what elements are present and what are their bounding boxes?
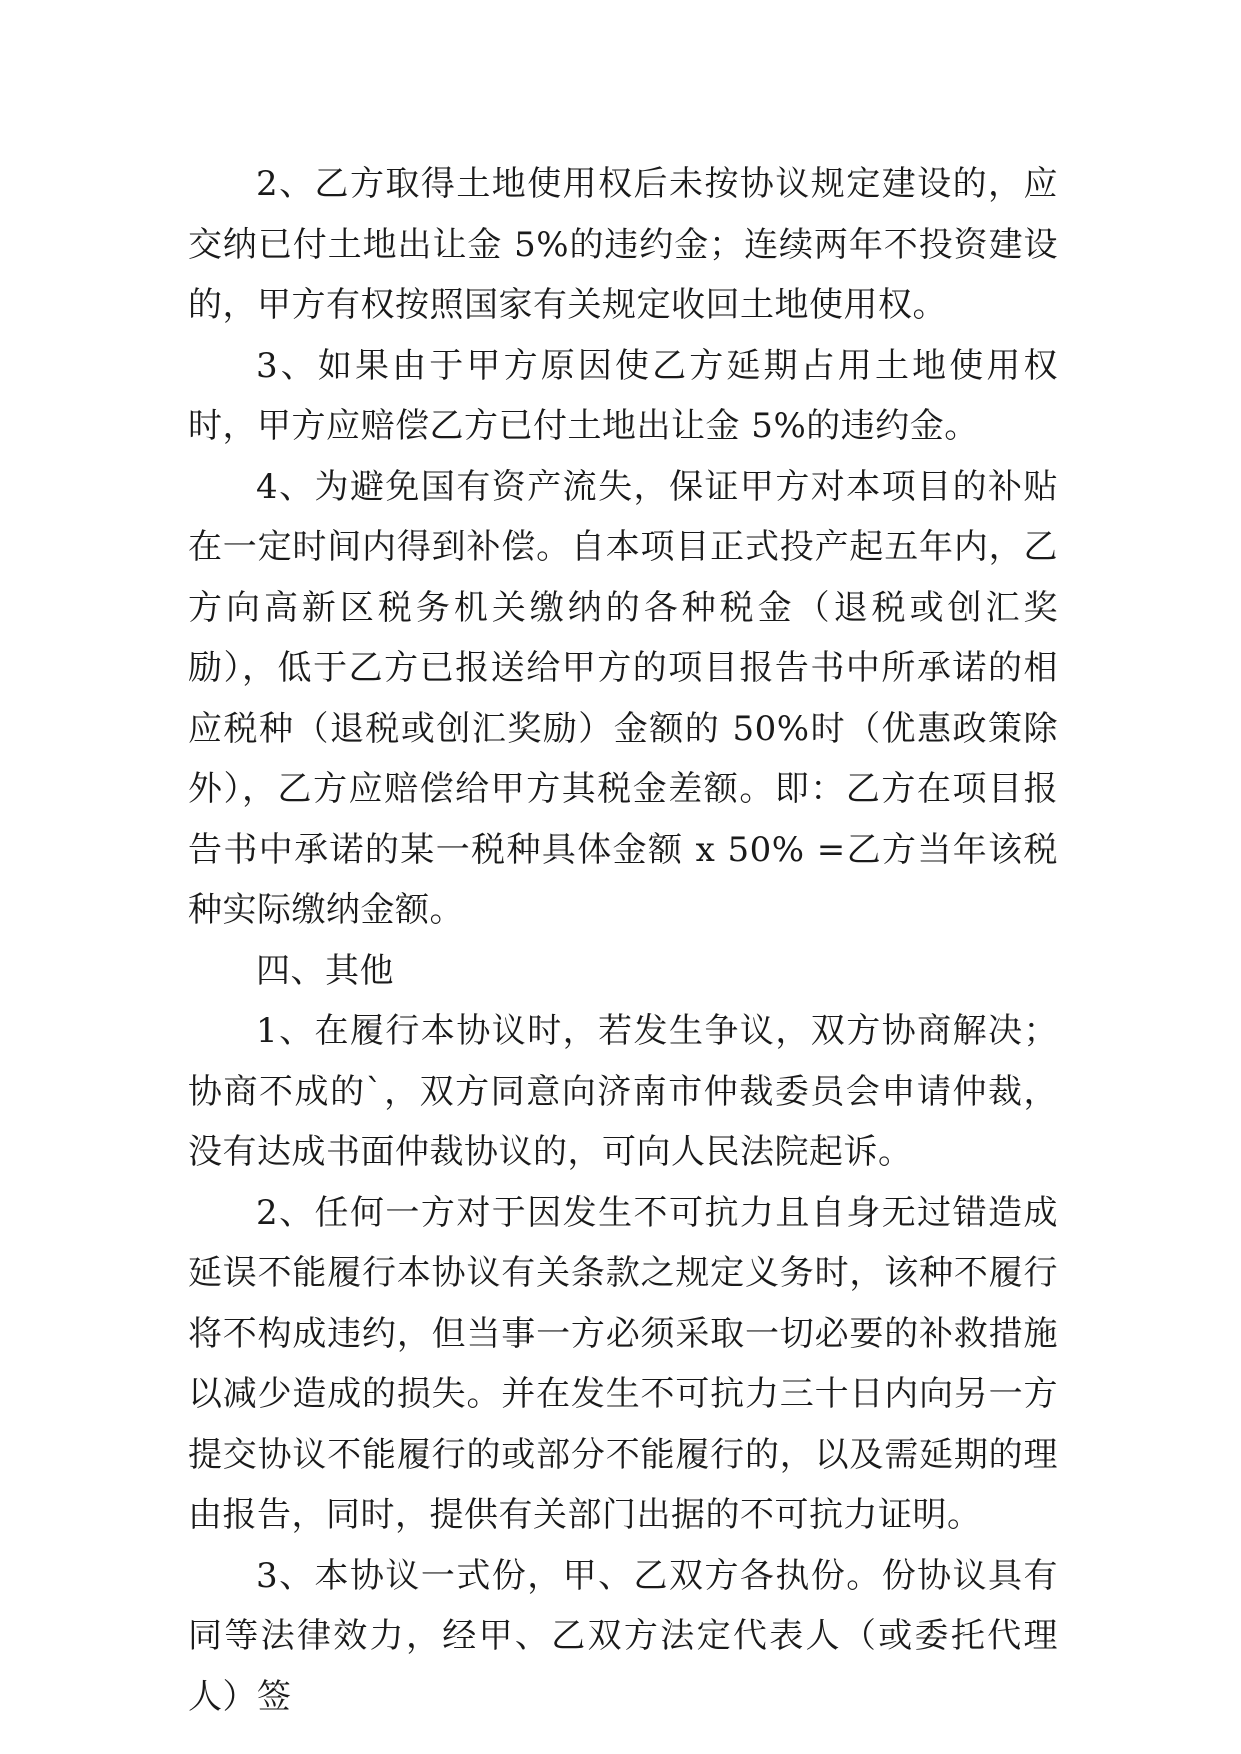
paragraph-copies-validity: 3、本协议一式份，甲、乙双方各执份。份协议具有同等法律效力，经甲、乙双方法定代表人（或委托代理人）签 <box>188 1555 1058 1717</box>
document-body <box>188 154 1058 1727</box>
paragraph-force-majeure: 2、任何一方对于因发生不可抗力且自身无过错造成延误不能履行本协议有关条款之规定义务时，该种不履行将不构成违约，但当事一方必须采取一切必要的补救措施以减少造成的损失。并在发生不可抗力三十日内向另一方提交协议不能履行的或部分不能履行的，以及需延期的理由报告，同时，提供有关部门出据的不可抗力证明。 <box>188 1192 1058 1535</box>
paragraph-clause-3-compensation: 3、如果由于甲方原因使乙方延期占用土地使用权时，甲方应赔偿乙方已付土地出让金 5%的违约金。 <box>188 345 1058 446</box>
paragraph-dispute-resolution: 1、在履行本协议时，若发生争议，双方协商解决；协商不成的`，双方同意向济南市仲裁委员会申请仲裁，没有达成书面仲裁协议的，可向人民法院起诉。 <box>188 1011 1058 1172</box>
paragraph-clause-2-default: 2、乙方取得土地使用权后未按协议规定建设的，应交纳已付土地出让金 5%的违约金；连续两年不投资建设的，甲方有权按照国家有关规定收回土地使用权。 <box>188 164 1058 325</box>
paragraph-clause-4-tax: 4、为避免国有资产流失，保证甲方对本项目的补贴在一定时间内得到补偿。自本项目正式投产起五年内，乙方向高新区税务机关缴纳的各种税金（退税或创汇奖励），低于乙方已报送给甲方的项目报告书中所承诺的相应税种（退税或创汇奖励）金额的 50%时（优惠政策除外），乙方应赔偿给甲方其税金差额。即：乙方在项目报告书中承诺的某一税种具体金额 x 50% =乙方当年该税种实际缴纳金额。 <box>188 466 1058 930</box>
section-heading-other: 四、其他 <box>256 950 394 991</box>
